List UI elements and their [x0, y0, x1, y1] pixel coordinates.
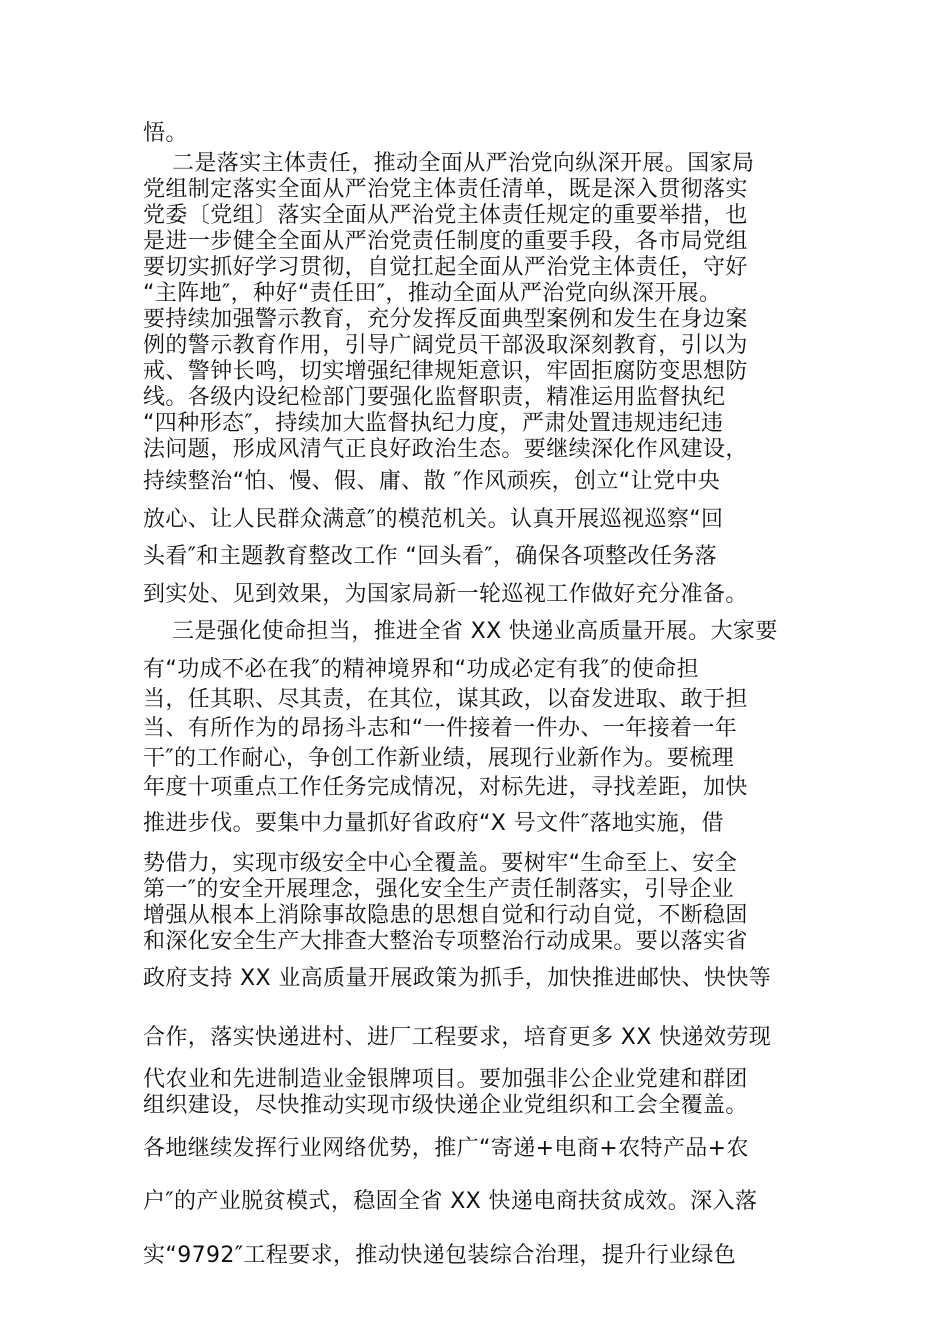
text-line: 党委〔党组〕落实全面从严治党主体责任规定的重要举措，也	[143, 203, 748, 228]
text-line: 第一″的安全开展理念，强化安全生产责任制落实，引导企业	[143, 877, 735, 902]
text-line: 三是强化使命担当，推进全省 XX 快递业高质量开展。大家要	[172, 619, 778, 644]
text-line: 要持续加强警示教育，充分发挥反面典型案例和发生在身边案	[143, 307, 748, 332]
text-line: 年度十项重点工作任务完成情况，对标先进，寻找差距，加快	[143, 775, 748, 800]
text-line: 悟。	[143, 121, 188, 146]
text-line: 推进步伐。要集中力量抓好省政府“X 号文件″落地实施，借	[143, 811, 724, 836]
text-line: 户″的产业脱贫模式，稳固全省 XX 快递电商扶贫成效。深入落	[143, 1189, 758, 1214]
text-line: 是进一步健全全面从严治党责任制度的重要手段，各市局党组	[143, 229, 748, 254]
text-line: 组织建设，尽快推动实现市级快递企业党组织和工会全覆盖。	[143, 1093, 748, 1118]
text-line: 例的警示教育作用，引导广阔党员干部汲取深刻教育，引以为	[143, 333, 748, 358]
text-line: 当，任其职、尽其责，在其位，谋其政，以奋发进取、敢于担	[143, 687, 748, 712]
text-line: “四种形态″，持续加大监督执纪力度，严肃处置违规违纪违	[143, 411, 724, 436]
text-line: 当、有所作为的昂扬斗志和“一件接着一件办、一年接着一年	[143, 716, 738, 741]
text-line: 放心、让人民群众满意″的模范机关。认真开展巡视巡察“回	[143, 507, 724, 532]
text-line: 增强从根本上消除事故隐患的思想自觉和行动自觉，不断稳固	[143, 903, 748, 928]
text-line: 持续整治“怕、慢、假、庸、散 ″作风顽疾，创立“让党中央	[143, 469, 721, 494]
text-line: 有“功成不必在我″的精神境界和“功成必定有我″的使命担	[143, 657, 700, 682]
text-line: 二是落实主体责任，推动全面从严治党向纵深开展。国家局	[172, 151, 755, 176]
text-line: 代农业和先进制造业金银牌项目。要加强非公企业党建和群团	[143, 1067, 748, 1092]
text-line: 和深化安全生产大排查大整治专项整治行动成果。要以落实省	[143, 929, 748, 954]
text-line: 戒、警钟长鸣，切实增强纪律规矩意识，牢固拒腐防变思想防	[143, 359, 748, 384]
text-line: 合作，落实快递进村、进厂工程要求，培育更多 XX 快递效劳现	[143, 1025, 772, 1050]
text-line: 干″的工作耐心，争创工作新业绩，展现行业新作为。要梳理	[143, 746, 735, 771]
text-line: 要切实抓好学习贯彻，自觉扛起全面从严治党主体责任，守好	[143, 255, 748, 280]
text-line: 法问题，形成风清气正良好政治生态。要继续深化作风建设，	[143, 437, 748, 462]
text-line: 到实处、见到效果，为国家局新一轮巡视工作做好充分准备。	[143, 582, 748, 607]
text-line: 政府支持 XX 业高质量开展政策为抓手，加快推进邮快、快快等	[143, 966, 772, 991]
text-line: 实“9792″工程要求，推动快递包装综合治理，提升行业绿色	[143, 1243, 737, 1268]
text-line: 线。各级内设纪检部门要强化监督职责，精准运用监督执纪	[143, 385, 726, 410]
text-line: “主阵地″，种好“责任田″，推动全面从严治党向纵深开展。	[143, 281, 722, 306]
text-line: 各地继续发挥行业网络优势，推广“寄递+电商+农特产品+农	[143, 1136, 749, 1161]
text-line: 势借力，实现市级安全中心全覆盖。要树牢“生命至上、安全	[143, 851, 738, 876]
text-line: 党组制定落实全面从严治党主体责任清单，既是深入贯彻落实	[143, 177, 748, 202]
text-line: 头看″和主题教育整改工作 “回头看″，确保各项整改任务落	[143, 544, 718, 569]
